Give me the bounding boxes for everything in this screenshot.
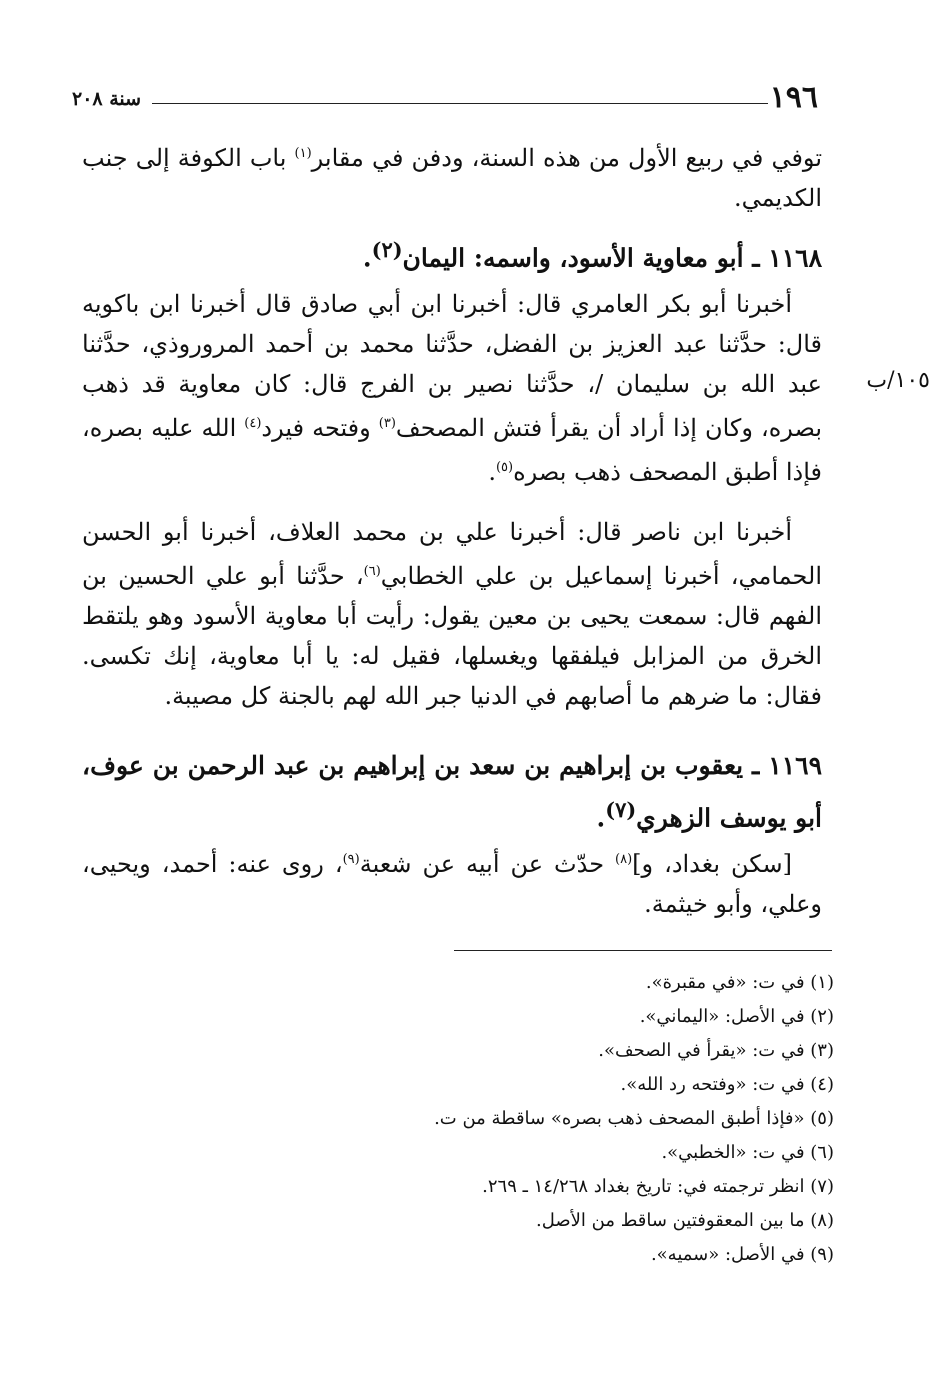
- paragraph-biography: [82, 840, 822, 924]
- footnote-ref: (٢): [371, 237, 403, 262]
- footnote-8: (٨) ما بين المعقوفتين ساقط من الأصل.: [536, 1210, 834, 1231]
- entry-heading-1169: ١١٦٩ ـ يعقوب بن إبراهيم بن سعد بن إبراهيم بن عبد الرحمن بن عوف، أبو يوسف الزهري$^{(٧)}$.: [82, 751, 822, 833]
- para-text: [سكن بغداد، و]: [632, 850, 792, 878]
- para-text: أخبرنا ابن ناصر قال: أخبرنا علي بن محمد العلاف، أخبرنا أبو الحسن الحمامي، أخبرنا إسماعيل بن علي الخطابي: [82, 518, 822, 590]
- entry-title: ١١٦٩ ـ يعقوب بن إبراهيم بن سعد بن إبراهيم بن عبد الرحمن بن عوف، أبو يوسف الزهري: [82, 751, 822, 833]
- footnote-ref: (٥): [495, 460, 514, 475]
- paragraph-death-note: [82, 134, 822, 218]
- footnote-7: (٧) انظر ترجمته في: تاريخ بغداد ١٤/٢٦٨ ـ ٢٦٩.: [482, 1176, 834, 1197]
- footnote-1: (١) في ت: «في مقبرة».: [645, 972, 834, 993]
- para-text: الله عليه بصره، فإذا أطبق المصحف ذهب بصره: [82, 414, 822, 486]
- entry-title: ١١٦٨ ـ أبو معاوية الأسود، واسمه: اليمان: [402, 243, 822, 273]
- para-text: توفي في ربيع الأول من هذه السنة، ودفن في مقابر: [311, 144, 822, 172]
- para-text: ، حدَّثنا أبو علي الحسين بن الفهم قال: سمعت يحيى بن معين يقول: رأيت أبا معاوية الأسود وهو يلتقط الخرق من المزابل فيلفقها ويغسلها، فقيل له: يا أبا معاوية، إنك تكسى. فقال: ما ضرهم ما أصابهم في الدنيا جبر الله لهم بالجنة كل مصيبة.: [82, 562, 822, 710]
- footnote-2: (٢) في الأصل: «اليماني».: [639, 1006, 834, 1027]
- paragraph-narration-1: أخبرنا أبو بكر العامري قال: أخبرنا ابن أبي صادق قال أخبرنا ابن باكويه قال: حدَّثنا عبد العزيز بن الفضل، حدَّثنا محمد بن أحمد المروروذي، حدَّثنا عبد الله بن سليمان /، حدَّثنا نصير بن الفرج قال: كان معاوية قد ذهب بصره، وكان إذا أراد أن يقرأ فتش المصحف$^{(٣)}$ وفتحه فيرد$^{(٤)}$ الله عليه بصره، فإذا أطبق المصحف ذهب بصره$^{(٥)}$.: [82, 290, 823, 486]
- footnote-5: (٥) «فإذا أطبق المصحف ذهب بصره» ساقطة من ت.: [434, 1108, 834, 1129]
- footnote-ref: (٨): [615, 852, 633, 867]
- footnote-9: (٩) في الأصل: «سميه».: [650, 1244, 834, 1265]
- footnote-separator: [454, 950, 832, 951]
- manuscript-folio-marker: ١٠٥/ب: [866, 368, 930, 393]
- footnote-6: (٦) في ت: «الخطبي».: [661, 1142, 834, 1163]
- page-number: ١٩٦: [769, 80, 818, 115]
- entry-heading-1168: ١١٦٨ ـ أبو معاوية الأسود، واسمه: اليمان$^{(٢)}$.: [362, 237, 822, 273]
- para-text: وفتحه فيرد: [261, 414, 379, 442]
- footnote-ref: (٧): [605, 797, 637, 822]
- footnotes: [82, 966, 834, 1272]
- para-text: أخبرنا أبو بكر العامري قال: أخبرنا ابن أبي صادق قال أخبرنا ابن باكويه قال: حدَّثنا عبد العزيز بن الفضل، حدَّثنا محمد بن أحمد المروروذي، حدَّثنا عبد الله بن سليمان /، حدَّثنا نصير بن الفرج قال: كان معاوية قد ذهب بصره، وكان إذا أراد أن يقرأ فتش المصحف: [82, 290, 823, 442]
- footnote-ref: (٤): [244, 416, 262, 431]
- footnote-4: (٤) في ت: «وفتحه رد الله».: [620, 1074, 834, 1095]
- footnote-ref: (١): [294, 146, 312, 161]
- footnote-3: (٣) في ت: «يقرأ في الصحف».: [598, 1040, 834, 1061]
- footnote-ref: (٦): [363, 564, 381, 579]
- running-header-year: سنة ٢٠٨: [72, 88, 142, 110]
- para-text: حدّث عن أبيه عن شعبة: [359, 850, 616, 878]
- footnote-ref: (٩): [342, 852, 360, 867]
- footnote-ref: (٣): [378, 416, 396, 431]
- para-text: باب الكوفة إلى جنب الكديمي.: [82, 144, 822, 212]
- paragraph-narration-2: [82, 512, 822, 716]
- header-rule: [152, 103, 768, 104]
- para-text: ، روى عنه: أحمد، ويحيى، وعلي، وأبو خيثمة.: [82, 850, 822, 918]
